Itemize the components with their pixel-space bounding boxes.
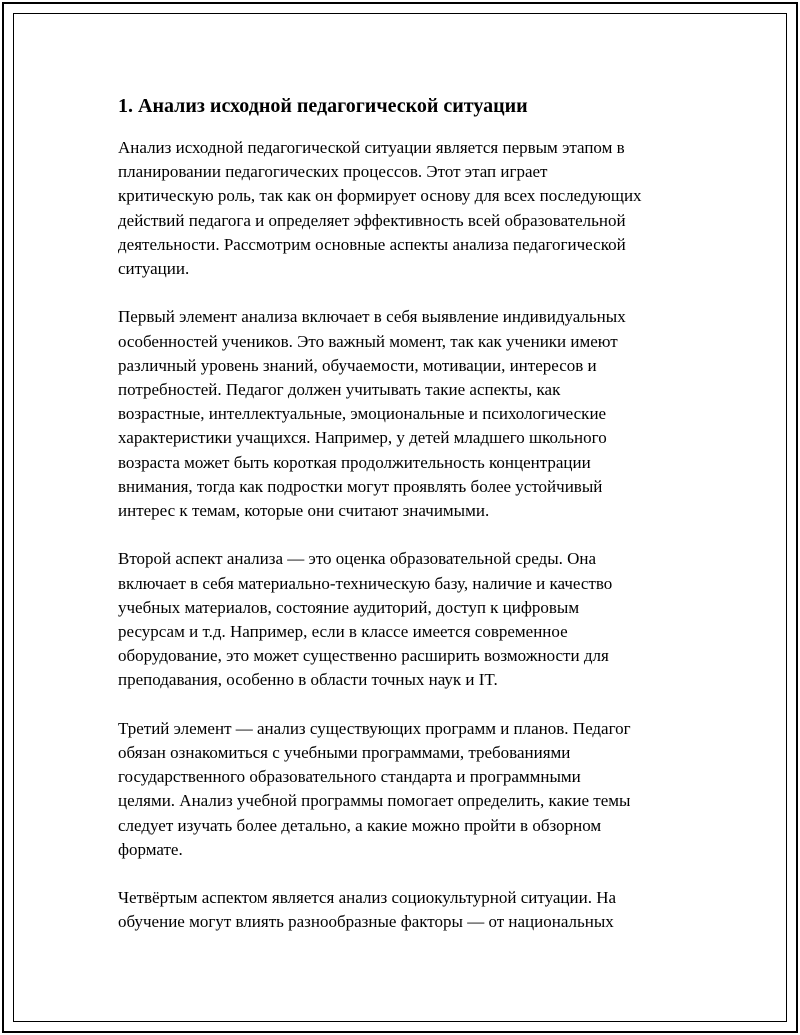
- paragraph-programs-analysis: [118, 717, 698, 862]
- paragraph-line: преподавания, особенно в области точных наук и IT.: [118, 670, 498, 690]
- paragraph-line: ресурсам и т.д. Например, если в классе имеется современное: [118, 622, 568, 642]
- paragraph-line: различный уровень знаний, обучаемости, мотивации, интересов и: [118, 355, 597, 375]
- paragraph-line: обязан ознакомиться с учебными программами, требованиями: [118, 743, 571, 763]
- paragraph-educational-environment: [118, 547, 698, 692]
- paragraph-line: Четвёртым аспектом является анализ социокультурной ситуации. На: [118, 888, 617, 908]
- paragraph-line: Третий элемент — анализ существующих программ и планов. Педагог: [118, 718, 631, 738]
- paragraph-line: целями. Анализ учебной программы помогает определить, какие темы: [118, 791, 631, 811]
- section-heading: 1. Анализ исходной педагогической ситуации: [118, 95, 528, 117]
- paragraph-line: Второй аспект анализа — это оценка образовательной среды. Она: [118, 549, 597, 569]
- paragraph-line: учебных материалов, состояние аудиторий, доступ к цифровым: [118, 597, 580, 617]
- paragraph-line: возрастные, интеллектуальные, эмоциональные и психологические: [118, 404, 607, 424]
- paragraph-line: Анализ исходной педагогической ситуации является первым этапом в: [118, 138, 625, 157]
- paragraph-line: государственного образовательного стандарта и программными: [118, 767, 581, 787]
- paragraph-individual-features: [118, 305, 698, 523]
- paragraph-line: характеристики учащихся. Например, у детей младшего школьного: [118, 428, 607, 448]
- paragraph-line: особенностей учеников. Это важный момент, так как ученики имеют: [118, 331, 618, 351]
- paragraph-line: следует изучать более детально, а какие можно пройти в обзорном: [118, 815, 602, 835]
- paragraph-line: интерес к темам, которые они считают значимыми.: [118, 501, 490, 521]
- document-body: [118, 93, 698, 959]
- paragraph-line: внимания, тогда как подростки могут проявлять более устойчивый: [118, 476, 603, 496]
- paragraph-line: Первый элемент анализа включает в себя выявление индивидуальных: [118, 307, 626, 327]
- paragraph-line: формате.: [118, 839, 183, 859]
- paragraph-line: критическую роль, так как он формирует основу для всех последующих: [118, 186, 642, 206]
- paragraph-sociocultural: [118, 886, 698, 934]
- paragraph-line: оборудование, это может существенно расширить возможности для: [118, 646, 609, 666]
- paragraph-intro: [118, 136, 698, 281]
- paragraph-line: ситуации.: [118, 259, 190, 279]
- paragraph-line: включает в себя материально-техническую базу, наличие и качество: [118, 573, 613, 593]
- paragraph-line: действий педагога и определяет эффективность всей образовательной: [118, 210, 626, 230]
- paragraph-line: потребностей. Педагог должен учитывать такие аспекты, как: [118, 380, 561, 400]
- paragraph-line: планировании педагогических процессов. Этот этап играет: [118, 162, 548, 182]
- paragraph-line: возраста может быть короткая продолжительность концентрации: [118, 452, 591, 472]
- paragraph-line: деятельности. Рассмотрим основные аспекты анализа педагогической: [118, 234, 626, 254]
- paragraph-line: обучение могут влиять разнообразные факторы — от национальных: [118, 912, 614, 932]
